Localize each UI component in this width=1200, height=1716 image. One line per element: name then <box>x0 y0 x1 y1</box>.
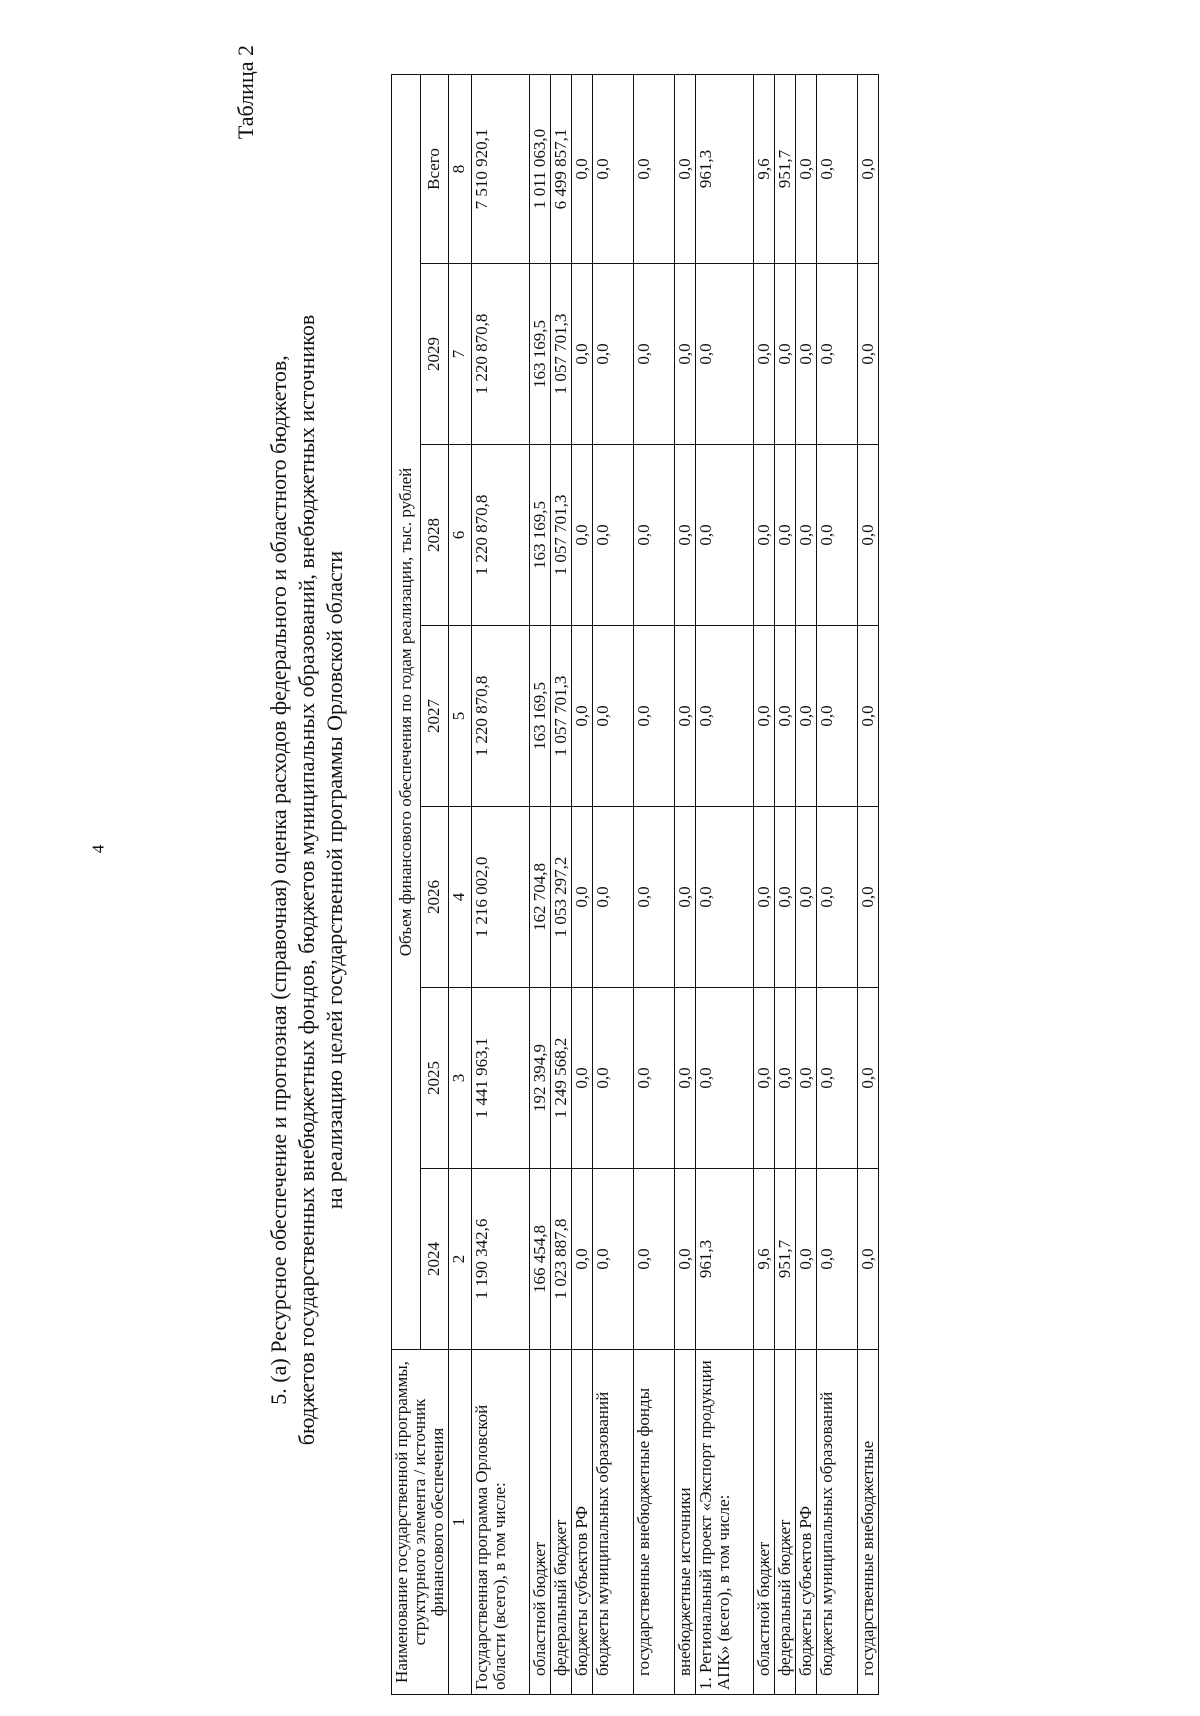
value-cell: 0,0 <box>675 807 696 988</box>
value-cell: 0,0 <box>775 807 796 988</box>
value-cell: 0,0 <box>754 264 775 445</box>
index-cell: 8 <box>449 74 472 263</box>
value-cell: 1 057 701,3 <box>551 264 572 445</box>
value-cell: 0,0 <box>817 445 858 626</box>
value-cell: 163 169,5 <box>530 264 551 445</box>
value-cell: 0,0 <box>696 626 754 807</box>
header-year: 2024 <box>420 1169 449 1350</box>
page-number: 4 <box>88 844 108 854</box>
row-name-cell: бюджеты муниципальных образований <box>593 1350 634 1695</box>
value-cell: 1 220 870,8 <box>472 626 530 807</box>
row-name-cell: бюджеты субъектов РФ <box>796 1350 817 1695</box>
value-cell: 0,0 <box>675 264 696 445</box>
value-cell: 163 169,5 <box>530 445 551 626</box>
value-cell: 0,0 <box>796 74 817 263</box>
value-cell: 1 441 963,1 <box>472 988 530 1169</box>
value-cell: 6 499 857,1 <box>551 74 572 263</box>
value-cell: 0,0 <box>593 1169 634 1350</box>
value-cell: 0,0 <box>775 264 796 445</box>
value-cell: 961,3 <box>696 74 754 263</box>
table-row <box>593 74 634 1694</box>
value-cell: 0,0 <box>858 807 879 988</box>
index-cell: 2 <box>449 1169 472 1350</box>
funding-table <box>391 74 879 1695</box>
table-row <box>754 74 775 1694</box>
value-cell: 0,0 <box>858 264 879 445</box>
value-cell: 9,6 <box>754 1169 775 1350</box>
header-volume: Объем финансового обеспечения по годам реализации, тыс. рублей <box>392 74 421 1349</box>
value-cell: 1 220 870,8 <box>472 445 530 626</box>
header-year: 2027 <box>420 626 449 807</box>
value-cell: 0,0 <box>817 264 858 445</box>
value-cell: 1 190 342,6 <box>472 1169 530 1350</box>
value-cell: 0,0 <box>858 626 879 807</box>
document-title <box>265 55 349 1705</box>
value-cell: 0,0 <box>796 1169 817 1350</box>
value-cell: 0,0 <box>796 264 817 445</box>
value-cell: 0,0 <box>696 807 754 988</box>
index-cell: 5 <box>449 626 472 807</box>
row-name-cell: бюджеты субъектов РФ <box>572 1350 593 1695</box>
table-row <box>775 74 796 1694</box>
value-cell: 0,0 <box>754 445 775 626</box>
value-cell: 0,0 <box>754 626 775 807</box>
index-cell: 1 <box>449 1350 472 1695</box>
value-cell: 0,0 <box>796 988 817 1169</box>
value-cell: 7 510 920,1 <box>472 74 530 263</box>
value-cell: 1 053 297,2 <box>551 807 572 988</box>
value-cell: 0,0 <box>754 807 775 988</box>
value-cell: 0,0 <box>634 264 675 445</box>
value-cell: 0,0 <box>675 626 696 807</box>
index-cell: 6 <box>449 445 472 626</box>
value-cell: 0,0 <box>796 626 817 807</box>
value-cell: 0,0 <box>593 626 634 807</box>
value-cell: 9,6 <box>754 74 775 263</box>
value-cell: 961,3 <box>696 1169 754 1350</box>
value-cell: 0,0 <box>858 74 879 263</box>
value-cell: 162 704,8 <box>530 807 551 988</box>
table-row <box>551 74 572 1694</box>
value-cell: 0,0 <box>593 807 634 988</box>
value-cell: 0,0 <box>817 988 858 1169</box>
row-name-cell: 1. Региональный проект «Экспорт продукции АПК» (всего), в том числе: <box>696 1350 754 1695</box>
value-cell: 0,0 <box>572 74 593 263</box>
table-row <box>858 74 879 1694</box>
value-cell: 0,0 <box>817 626 858 807</box>
value-cell: 0,0 <box>572 1169 593 1350</box>
value-cell: 0,0 <box>572 445 593 626</box>
value-cell: 166 454,8 <box>530 1169 551 1350</box>
value-cell: 163 169,5 <box>530 626 551 807</box>
value-cell: 0,0 <box>858 1169 879 1350</box>
table-row <box>634 74 675 1694</box>
row-name-cell: Государственная программа Орловской области (всего), в том числе: <box>472 1350 530 1695</box>
table-row <box>817 74 858 1694</box>
row-name-cell: внебюджетные источники <box>675 1350 696 1695</box>
value-cell: 0,0 <box>593 74 634 263</box>
value-cell: 0,0 <box>572 807 593 988</box>
table-row <box>675 74 696 1694</box>
value-cell: 1 216 002,0 <box>472 807 530 988</box>
table-row <box>696 74 754 1694</box>
value-cell: 0,0 <box>593 445 634 626</box>
header-name: Наименование государственной программы, структурного элемента / источник финансового обеспечения <box>392 1350 449 1695</box>
value-cell: 0,0 <box>858 445 879 626</box>
row-name-cell: государственные внебюджетные фонды <box>634 1350 675 1695</box>
rotated-content <box>233 15 1133 1705</box>
value-cell: 0,0 <box>634 74 675 263</box>
table-label: Таблица 2 <box>233 45 258 140</box>
header-year: 2026 <box>420 807 449 988</box>
value-cell: 0,0 <box>796 445 817 626</box>
value-cell: 0,0 <box>593 264 634 445</box>
value-cell: 0,0 <box>817 74 858 263</box>
value-cell: 1 249 568,2 <box>551 988 572 1169</box>
value-cell: 0,0 <box>696 988 754 1169</box>
value-cell: 0,0 <box>858 988 879 1169</box>
value-cell: 951,7 <box>775 1169 796 1350</box>
value-cell: 0,0 <box>634 988 675 1169</box>
row-name-cell: бюджеты муниципальных образований <box>817 1350 858 1695</box>
value-cell: 0,0 <box>675 445 696 626</box>
value-cell: 1 023 887,8 <box>551 1169 572 1350</box>
value-cell: 0,0 <box>593 988 634 1169</box>
value-cell: 0,0 <box>572 988 593 1169</box>
row-name-cell: федеральный бюджет <box>775 1350 796 1695</box>
value-cell: 0,0 <box>775 988 796 1169</box>
index-row <box>449 74 472 1694</box>
value-cell: 0,0 <box>775 445 796 626</box>
value-cell: 0,0 <box>634 807 675 988</box>
title-line: бюджетов государственных внебюджетных фондов, бюджетов муниципальных образований, внебюджетных источников <box>294 314 319 1446</box>
value-cell: 0,0 <box>696 445 754 626</box>
index-cell: 4 <box>449 807 472 988</box>
value-cell: 1 220 870,8 <box>472 264 530 445</box>
value-cell: 0,0 <box>634 1169 675 1350</box>
value-cell: 1 011 063,0 <box>530 74 551 263</box>
value-cell: 0,0 <box>775 626 796 807</box>
header-year: 2028 <box>420 445 449 626</box>
value-cell: 0,0 <box>572 626 593 807</box>
title-line: 5. (а) Ресурсное обеспечение и прогнозная (справочная) оценка расходов федерального и областного бюджетов, <box>266 355 291 1405</box>
table-row <box>472 74 530 1694</box>
value-cell: 0,0 <box>754 988 775 1169</box>
row-name-cell: государственные внебюджетные <box>858 1350 879 1695</box>
row-name-cell: областной бюджет <box>754 1350 775 1695</box>
value-cell: 0,0 <box>634 445 675 626</box>
header-total: Всего <box>420 74 449 263</box>
row-name-cell: областной бюджет <box>530 1350 551 1695</box>
header-year: 2025 <box>420 988 449 1169</box>
title-line: на реализацию целей государственной программы Орловской области <box>322 550 347 1210</box>
index-cell: 3 <box>449 988 472 1169</box>
value-cell: 0,0 <box>675 1169 696 1350</box>
value-cell: 1 057 701,3 <box>551 445 572 626</box>
value-cell: 0,0 <box>572 264 593 445</box>
value-cell: 0,0 <box>675 74 696 263</box>
value-cell: 951,7 <box>775 74 796 263</box>
value-cell: 0,0 <box>675 988 696 1169</box>
header-year: 2029 <box>420 264 449 445</box>
table-row <box>796 74 817 1694</box>
index-cell: 7 <box>449 264 472 445</box>
value-cell: 1 057 701,3 <box>551 626 572 807</box>
value-cell: 0,0 <box>817 1169 858 1350</box>
table-row <box>530 74 551 1694</box>
value-cell: 0,0 <box>634 626 675 807</box>
value-cell: 0,0 <box>817 807 858 988</box>
value-cell: 0,0 <box>796 807 817 988</box>
table-row <box>572 74 593 1694</box>
value-cell: 192 394,9 <box>530 988 551 1169</box>
value-cell: 0,0 <box>696 264 754 445</box>
row-name-cell: федеральный бюджет <box>551 1350 572 1695</box>
